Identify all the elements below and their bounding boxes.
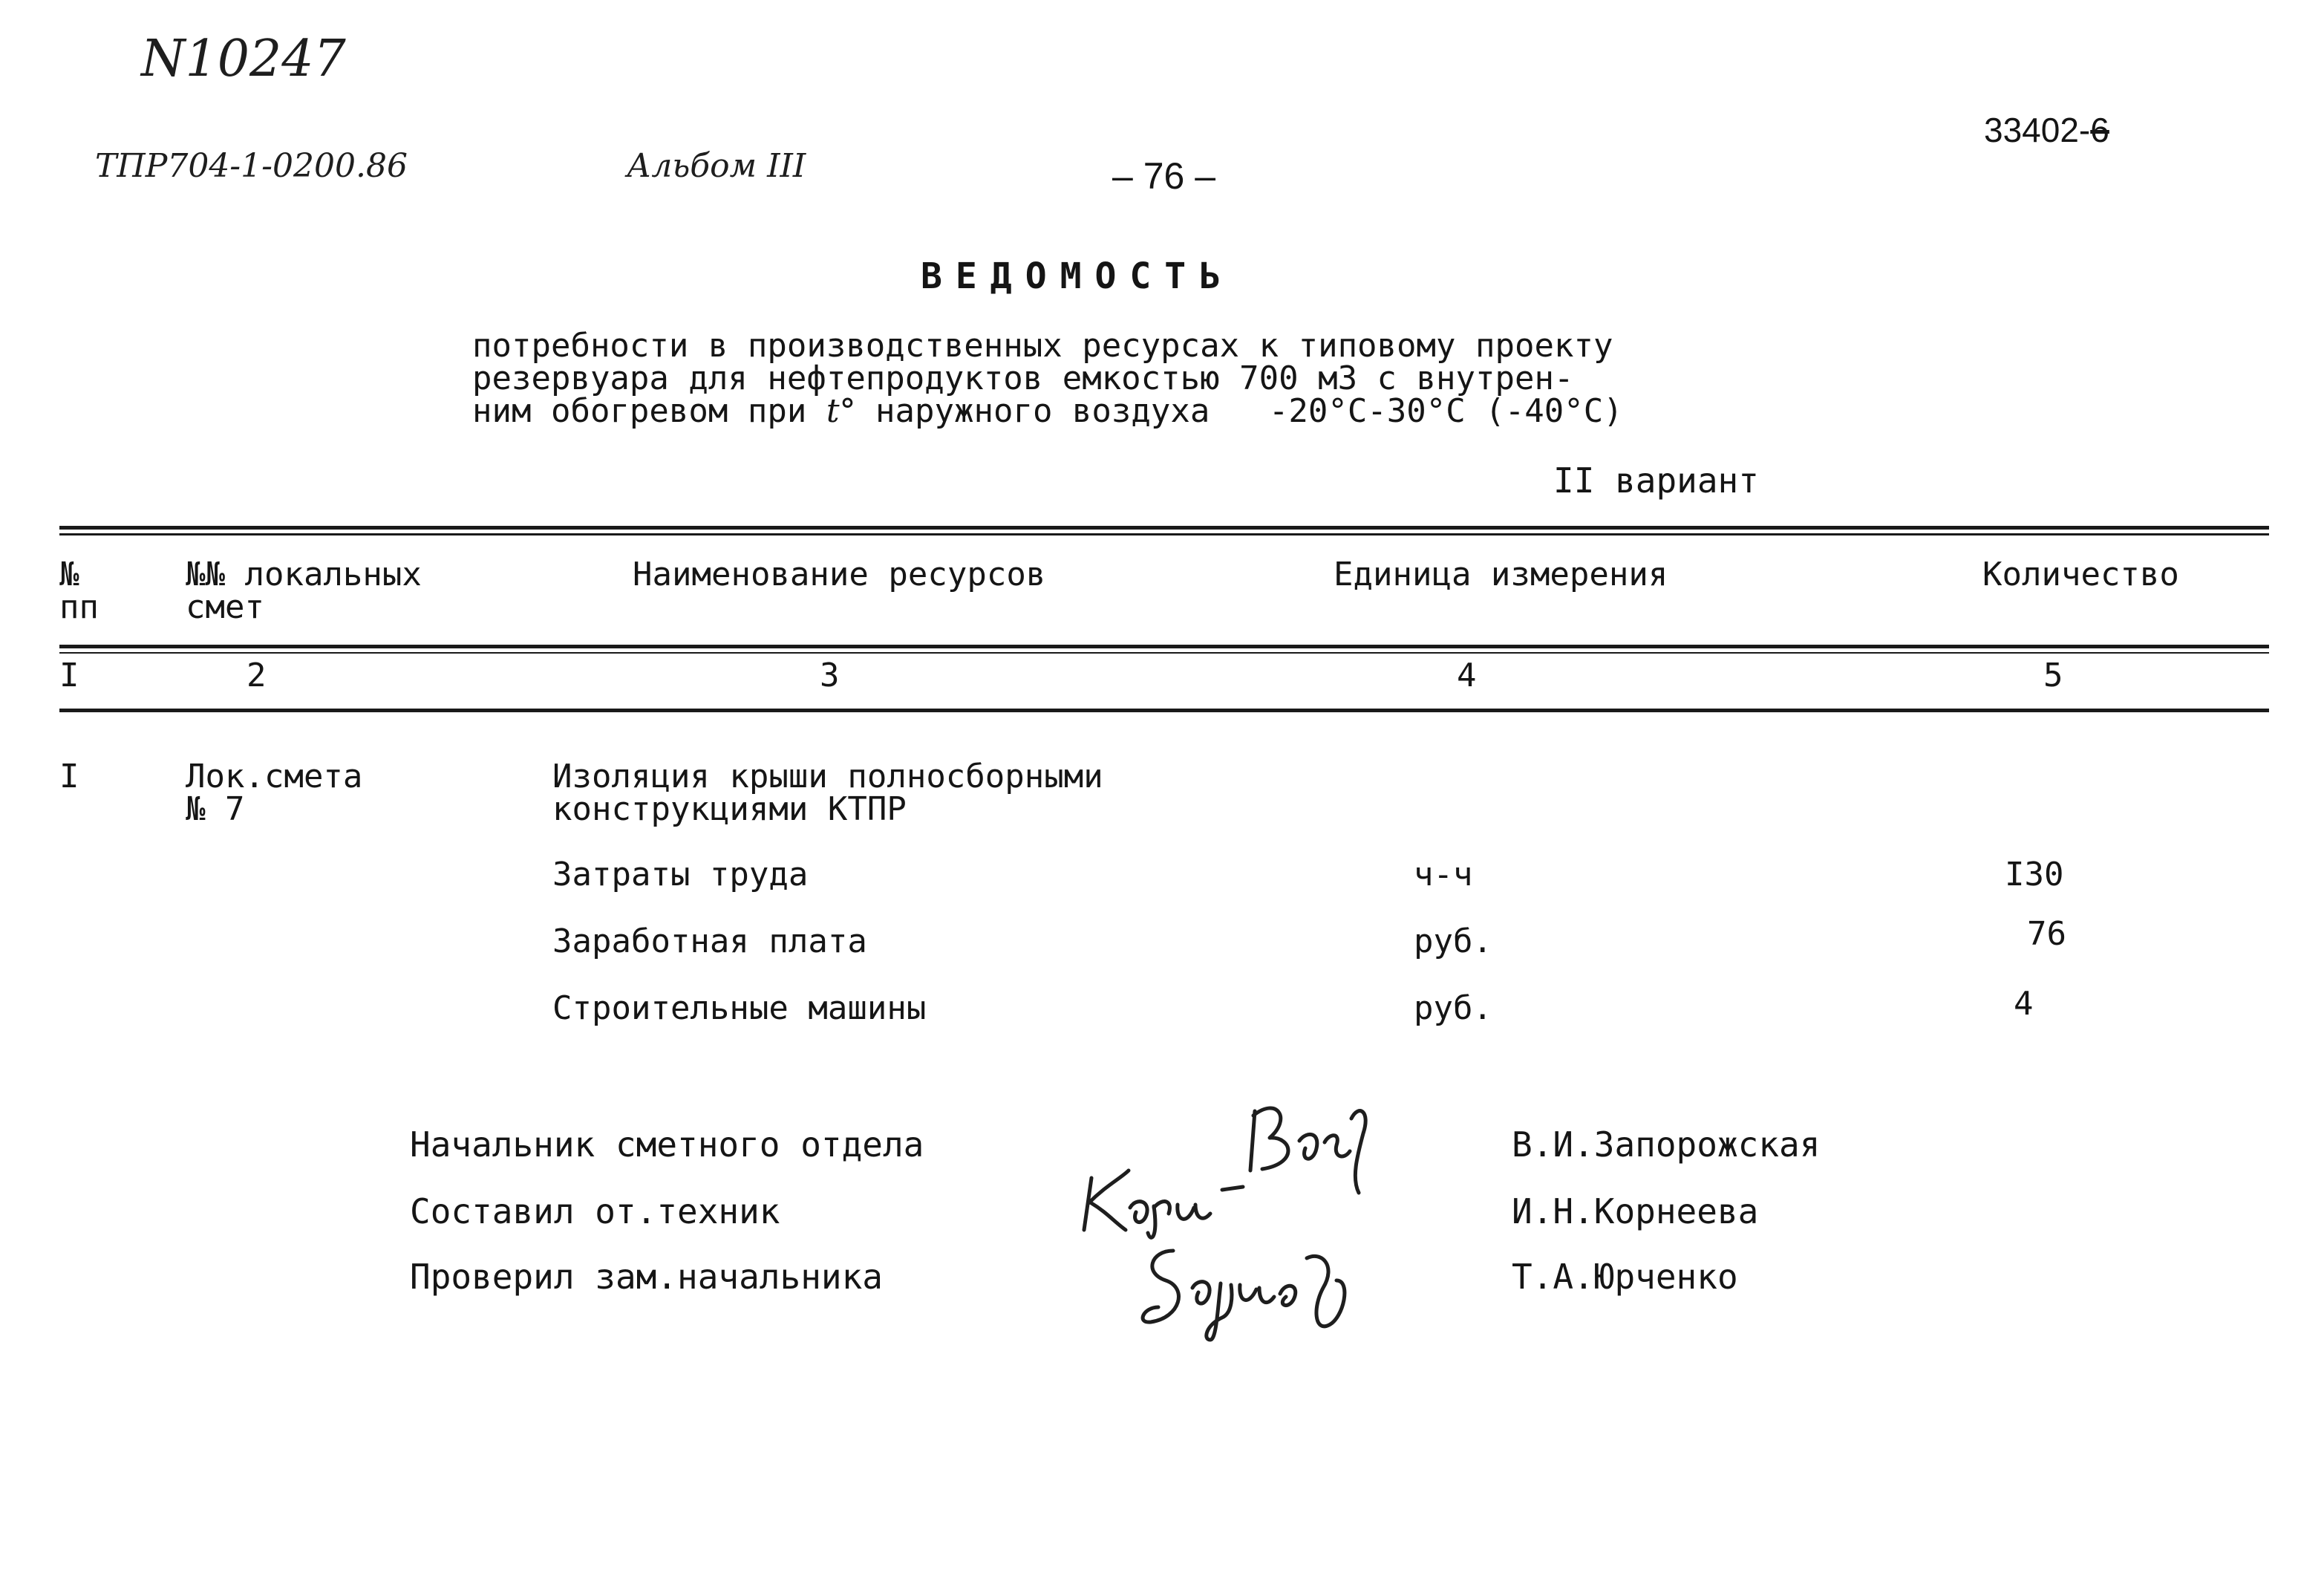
row-3-quantity: 4 bbox=[2014, 985, 2034, 1023]
signature-scribble-3 bbox=[1129, 1236, 1366, 1347]
row-1-unit: ч-ч bbox=[1414, 856, 1473, 893]
column-number-5: 5 bbox=[2043, 657, 2063, 694]
header-unit: Единица измерения bbox=[1334, 556, 1668, 593]
column-number-3: 3 bbox=[820, 657, 840, 694]
row-2-unit: руб. bbox=[1414, 922, 1492, 960]
signature-role-1: Начальник сметного отдела bbox=[410, 1124, 924, 1165]
archive-number bbox=[1984, 110, 2109, 150]
signature-name-2: И.Н.Корнеева bbox=[1512, 1191, 1759, 1231]
header-resource-name: Наименование ресурсов bbox=[633, 556, 1046, 593]
archive-number-suffix: 6 bbox=[2090, 111, 2109, 149]
signature-role-2: Составил от.техник bbox=[410, 1191, 780, 1231]
subtitle-line-3 bbox=[472, 392, 1623, 430]
subtitle-line-3-start: ним обогревом при bbox=[472, 392, 807, 430]
table-top-rule bbox=[59, 526, 2269, 530]
temperature-symbol: t° bbox=[826, 392, 856, 430]
header-divider-rule bbox=[59, 645, 2269, 648]
section-estimate-line-1: Лок.смета bbox=[186, 758, 363, 795]
subtitle-line-2: резервуара для нефтепродуктов емкостью 700 м3 с внутрен- bbox=[472, 359, 1574, 397]
row-2-quantity: 76 bbox=[2027, 915, 2066, 953]
header-col-1-line-1: № bbox=[59, 556, 79, 593]
handwritten-document-number: N10247 bbox=[141, 30, 346, 88]
section-name-line-2: конструкциями КТПР bbox=[552, 790, 907, 828]
signature-name-1: В.И.Запорожская bbox=[1512, 1124, 1821, 1165]
row-3-resource-name: Строительные машины bbox=[552, 989, 927, 1027]
header-quantity: Количество bbox=[1982, 556, 2179, 593]
document-title: ВЕДОМОСТЬ bbox=[921, 255, 1235, 297]
section-number: I bbox=[59, 758, 79, 795]
column-number-4: 4 bbox=[1457, 657, 1477, 694]
header-col-1-line-2: пп bbox=[59, 588, 99, 626]
row-1-quantity: I30 bbox=[2005, 856, 2064, 893]
subtitle-line-1: потребности в производственных ресурсах к типовому проекту bbox=[472, 327, 1613, 365]
table-top-rule-secondary bbox=[59, 533, 2269, 535]
handwritten-album-label: Альбом III bbox=[627, 147, 806, 185]
header-col-2-line-1: №№ локальных bbox=[186, 556, 422, 593]
section-estimate-line-2: № 7 bbox=[186, 790, 245, 828]
signature-scribble-2 bbox=[1077, 1156, 1270, 1245]
signature-role-3: Проверил зам.начальника bbox=[410, 1257, 883, 1297]
column-number-2: 2 bbox=[247, 657, 267, 694]
handwritten-series-code: ТПР704-1-0200.86 bbox=[95, 147, 408, 185]
subtitle-line-3-middle: наружного воздуха bbox=[875, 392, 1210, 430]
row-2-resource-name: Заработная плата bbox=[552, 922, 867, 960]
subtitle-temperature-range: -20°С-30°С (-40°С) bbox=[1268, 392, 1623, 430]
header-divider-rule-secondary bbox=[59, 652, 2269, 654]
signature-name-3: Т.А.Юрченко bbox=[1512, 1257, 1738, 1297]
variant-label: II вариант bbox=[1553, 460, 1759, 501]
column-numbers-divider-rule bbox=[59, 709, 2269, 712]
row-1-resource-name: Затраты труда bbox=[552, 856, 809, 893]
column-number-1: I bbox=[59, 657, 79, 694]
section-name-line-1: Изоляция крыши полносборными bbox=[552, 758, 1103, 795]
archive-number-prefix: 33402- bbox=[1984, 111, 2091, 149]
header-col-2-line-2: смет bbox=[186, 588, 264, 626]
row-3-unit: руб. bbox=[1414, 989, 1492, 1027]
page-number: – 76 – bbox=[1112, 155, 1216, 197]
